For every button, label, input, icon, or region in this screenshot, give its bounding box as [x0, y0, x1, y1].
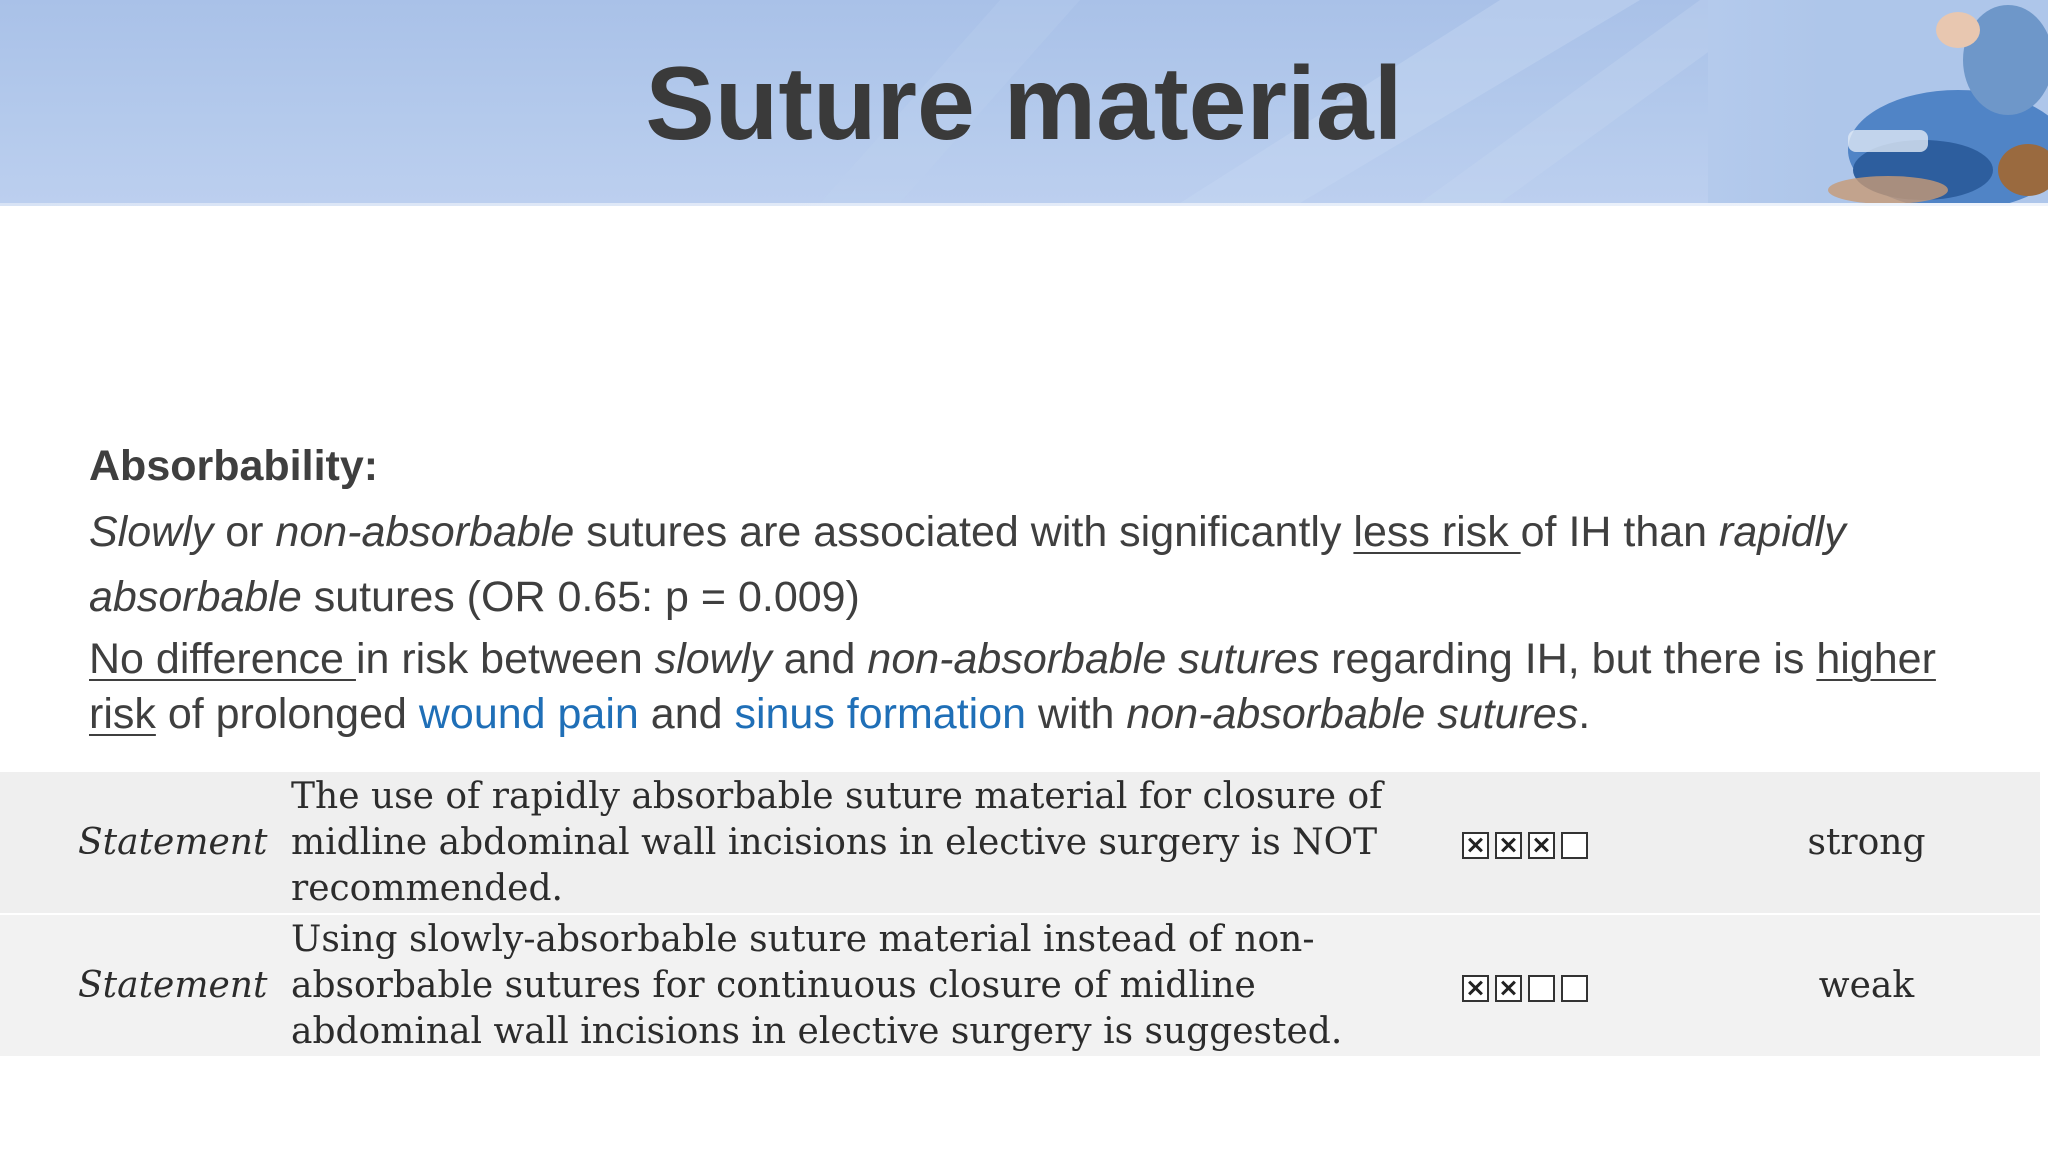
statement-text: Using slowly-absorbable suture material instead of non-absorbable sutures for continuous closure of midline abdominal wall incisions in elective surgery is suggested. — [291, 918, 1343, 1052]
text-non-absorbable-sutures: non-absorbable sutures — [1126, 690, 1579, 738]
text-higher-risk: higher risk — [89, 635, 1936, 738]
checked-box-icon — [1462, 975, 1489, 1002]
text-non-absorbable: non-absorbable — [275, 508, 575, 556]
text-span: . — [1578, 690, 1591, 738]
header-divider — [0, 203, 2048, 206]
slide-body — [89, 436, 1989, 742]
slide-title: Suture material — [645, 46, 1403, 162]
text-span: with — [1026, 690, 1127, 738]
paragraph-no-difference — [89, 632, 1989, 742]
section-heading: Absorbability: — [89, 442, 379, 490]
recommendation-row — [0, 772, 2040, 914]
evidence-level — [1461, 914, 1693, 1056]
text-span: regarding IH, but there is — [1319, 635, 1817, 683]
statement-label: Statement — [78, 822, 268, 863]
text-span: sutures are associated with significantly — [574, 508, 1354, 556]
text-span: or — [213, 508, 276, 556]
evidence-level — [1461, 772, 1693, 914]
text-non-absorbable-sutures: non-absorbable sutures — [867, 635, 1320, 683]
text-slowly: Slowly — [89, 508, 214, 556]
checked-box-icon — [1495, 975, 1522, 1002]
text-span: and — [638, 690, 735, 738]
recommendation-grade: weak — [1818, 965, 1915, 1006]
checked-box-icon — [1495, 832, 1522, 859]
text-slowly: slowly — [654, 635, 772, 683]
recommendation-table — [0, 772, 2040, 1056]
empty-box-icon — [1561, 832, 1588, 859]
recommendation-grade: strong — [1807, 822, 1926, 863]
statement-label: Statement — [78, 965, 268, 1006]
checked-box-icon — [1528, 832, 1555, 859]
text-span: and — [771, 635, 868, 683]
text-span: of prolonged — [155, 690, 419, 738]
text-sinus-formation: sinus formation — [734, 690, 1027, 738]
text-wound-pain: wound pain — [418, 690, 639, 738]
text-rapidly-absorbable: rapidly absorbable — [89, 508, 1846, 621]
text-span: in risk between — [355, 635, 655, 683]
text-no-difference: No difference — [89, 635, 356, 683]
statement-text: The use of rapidly absorbable suture material for closure of midline abdominal wall incisions in elective surgery is NOT recommended. — [291, 775, 1383, 909]
text-less-risk: less risk — [1353, 508, 1521, 556]
slide-header — [0, 0, 2048, 203]
paragraph-absorbability-risk — [89, 500, 1989, 630]
text-span: sutures (OR 0.65: p = 0.009) — [301, 573, 860, 621]
checked-box-icon — [1462, 832, 1489, 859]
recommendation-row — [0, 914, 2040, 1056]
text-span: of IH than — [1520, 508, 1720, 556]
empty-box-icon — [1528, 975, 1555, 1002]
empty-box-icon — [1561, 975, 1588, 1002]
